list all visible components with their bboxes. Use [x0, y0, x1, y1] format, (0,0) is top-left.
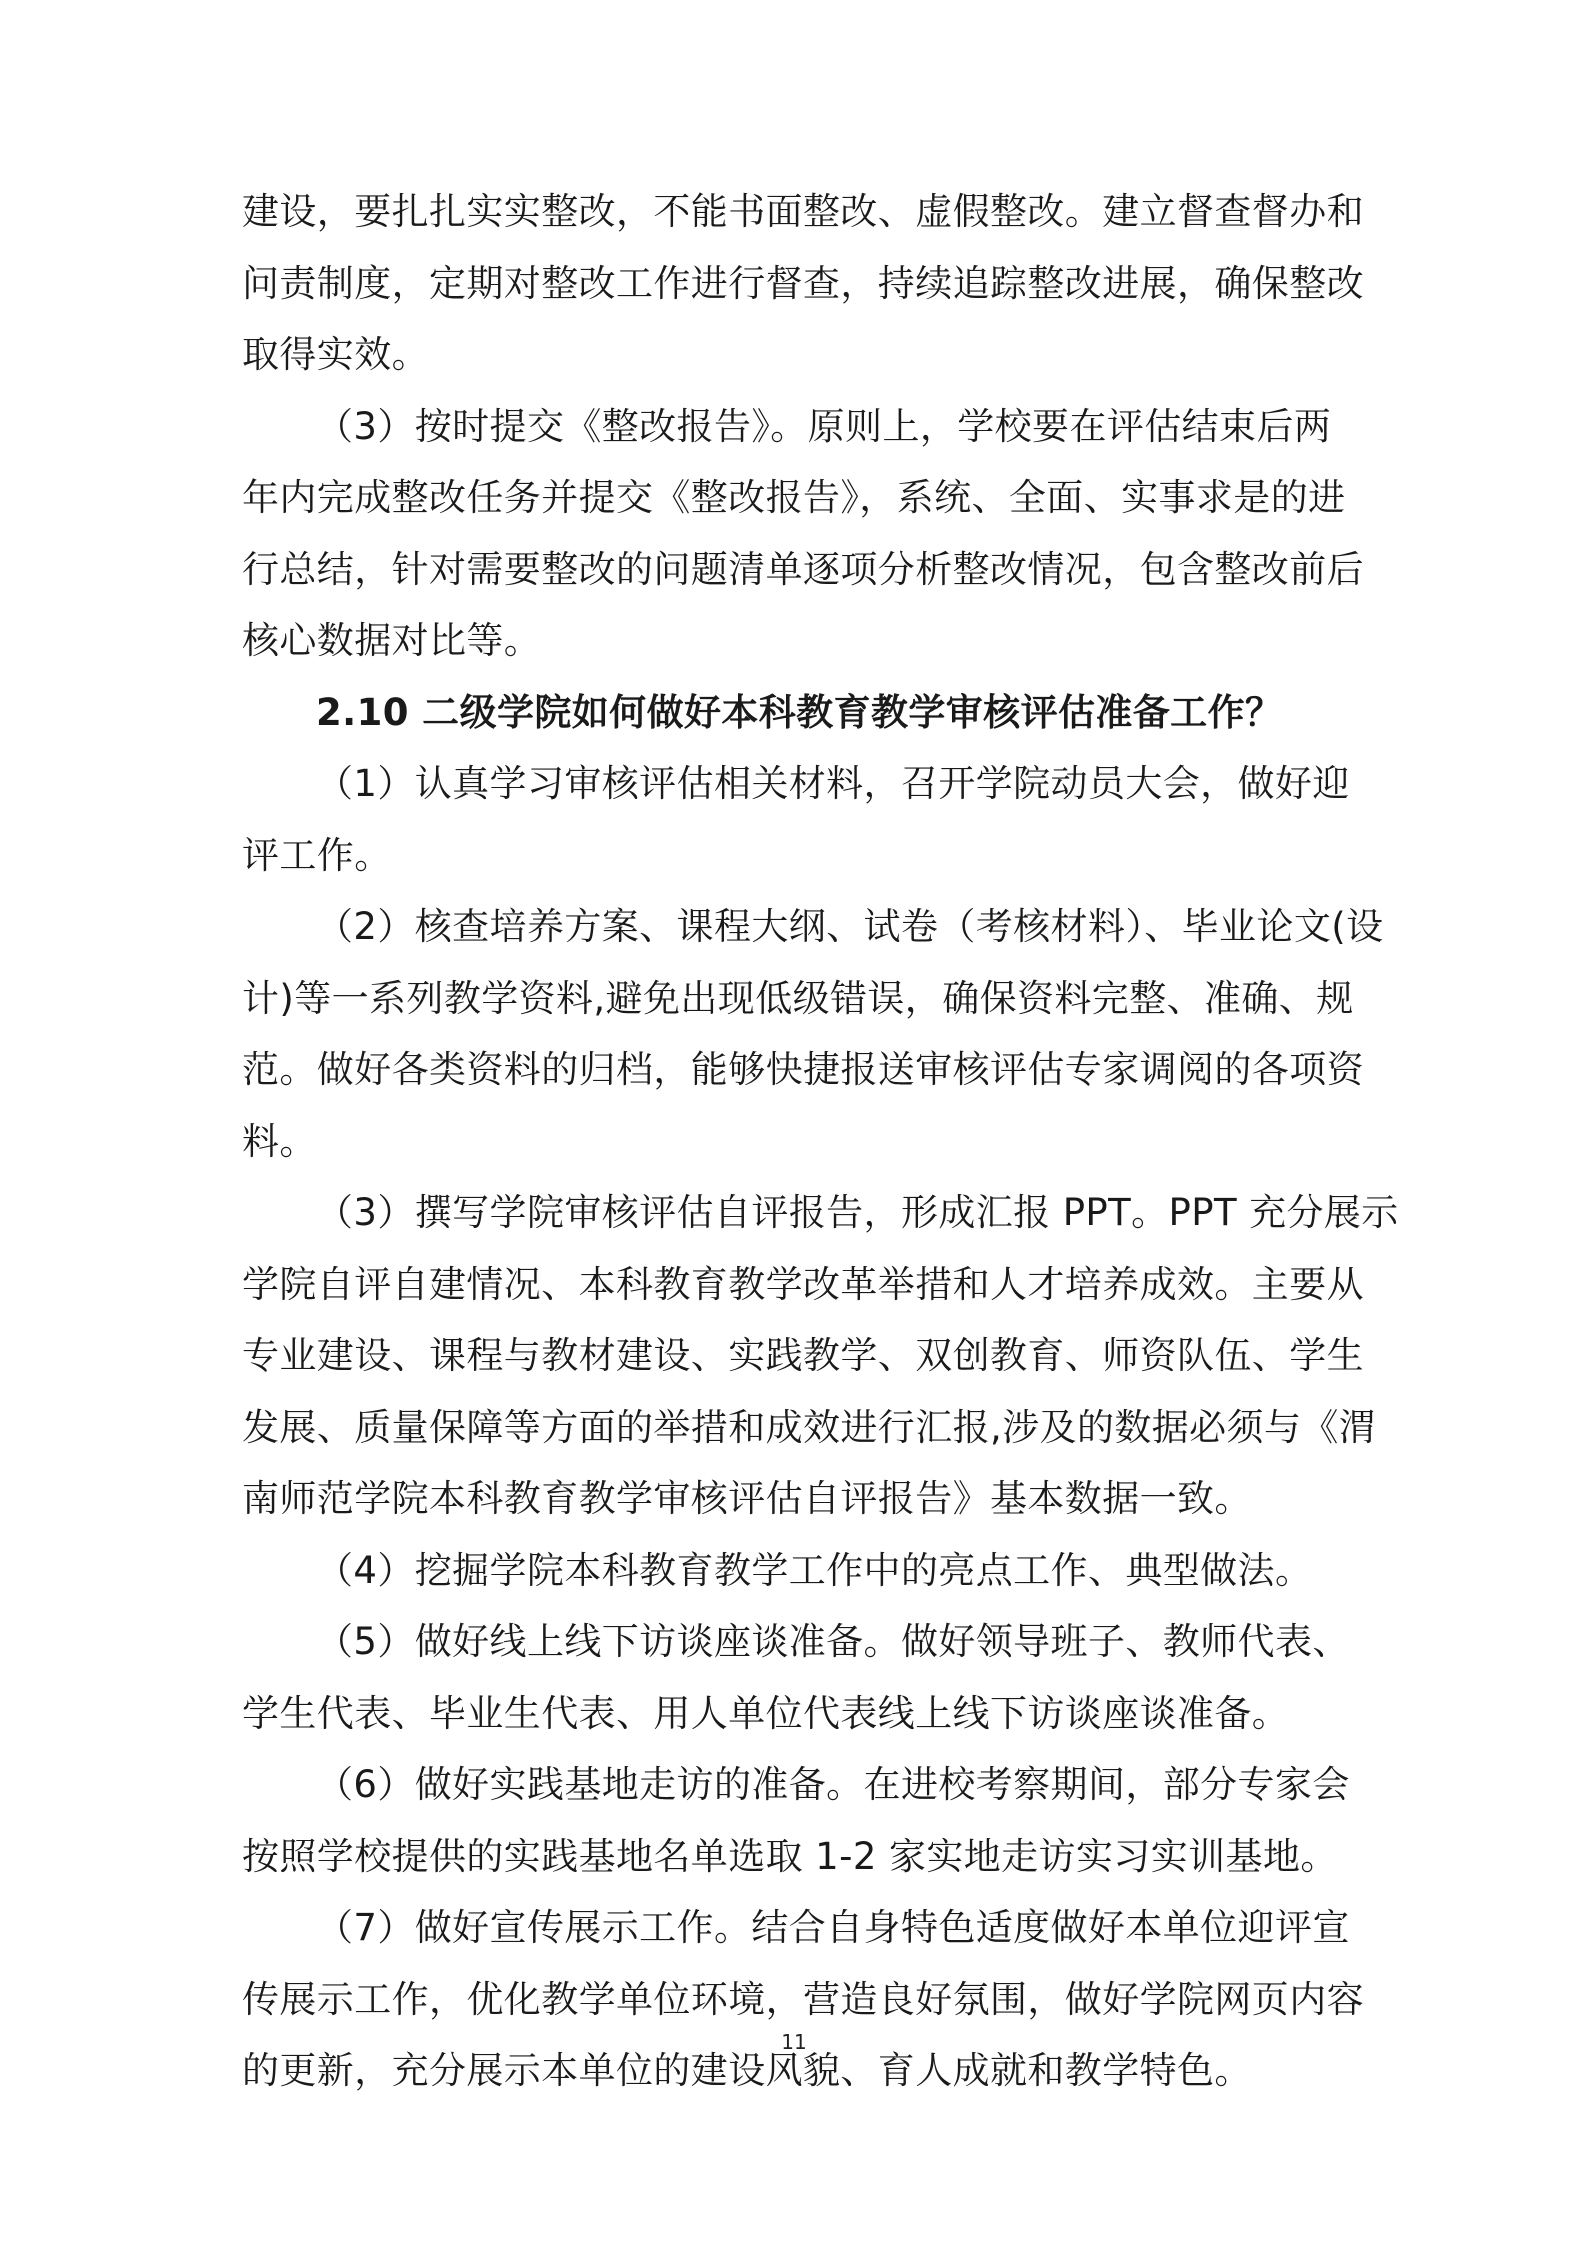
body-text-line: 计)等一系列教学资料,避免出现低级错误，确保资料完整、准确、规 [242, 976, 1354, 1020]
body-text-line: 取得实效。 [242, 333, 429, 376]
body-text-line: 建设，要扎扎实实整改，不能书面整改、虚假整改。建立督查督办和 [242, 190, 1364, 233]
body-text-line: 行总结，针对需要整改的问题清单逐项分析整改情况，包含整改前后 [242, 547, 1364, 591]
body-text-line: 南师范学院本科教育教学审核评估自评报告》基本数据一致。 [242, 1477, 1252, 1520]
body-text-line: （5）做好线上线下访谈座谈准备。做好领导班子、教师代表、 [316, 1620, 1350, 1663]
body-text-line: 学生代表、毕业生代表、用人单位代表线上线下访谈座谈准备。 [242, 1691, 1290, 1735]
section-heading: 2.10 二级学院如何做好本科教育教学审核评估准备工作？ [316, 690, 1283, 734]
body-text-line: 核心数据对比等。 [242, 619, 542, 662]
body-text-line: 范。做好各类资料的归档，能够快捷报送审核评估专家调阅的各项资 [242, 1048, 1364, 1091]
body-text-line: （6）做好实践基地走访的准备。在进校考察期间，部分专家会 [316, 1763, 1350, 1806]
body-text-line: （7）做好宣传展示工作。结合自身特色适度做好本单位迎评宣 [316, 1906, 1350, 1949]
body-text-line: （1）认真学习审核评估相关材料，召开学院动员大会，做好迎 [316, 762, 1350, 805]
body-text-line: （4）挖掘学院本科教育教学工作中的亮点工作、典型做法。 [316, 1548, 1313, 1592]
page-number: 11 [781, 2030, 807, 2054]
body-text-line: 传展示工作，优化教学单位环境，营造良好氛围，做好学院网页内容 [242, 1977, 1364, 2021]
body-text-line: （3）按时提交《整改报告》。原则上，学校要在评估结束后两 [316, 404, 1332, 448]
body-text-line: 按照学校提供的实践基地名单选取 1-2 家实地走访实习实训基地。 [242, 1834, 1338, 1878]
body-text-line: 发展、质量保障等方面的举措和成效进行汇报,涉及的数据必须与《渭 [242, 1405, 1377, 1449]
body-text-line: （2）核查培养方案、课程大纲、试卷（考核材料）、毕业论文(设 [316, 905, 1384, 948]
body-text-line: （3）撰写学院审核评估自评报告，形成汇报 PPT。PPT 充分展示 [316, 1191, 1399, 1234]
body-text-line: 专业建设、课程与教材建设、实践教学、双创教育、师资队伍、学生 [242, 1334, 1364, 1377]
body-text-line: 的更新，充分展示本单位的建设风貌、育人成就和教学特色。 [242, 2049, 1252, 2092]
body-text-line: 料。 [242, 1119, 317, 1163]
body-text-line: 年内完成整改任务并提交《整改报告》，系统、全面、实事求是的进 [242, 476, 1346, 519]
body-text-line: 评工作。 [242, 833, 392, 877]
body-text-line: 学院自评自建情况、本科教育教学改革举措和人才培养成效。主要从 [242, 1262, 1364, 1306]
body-text-line: 问责制度，定期对整改工作进行督查，持续追踪整改进展，确保整改 [242, 261, 1364, 305]
